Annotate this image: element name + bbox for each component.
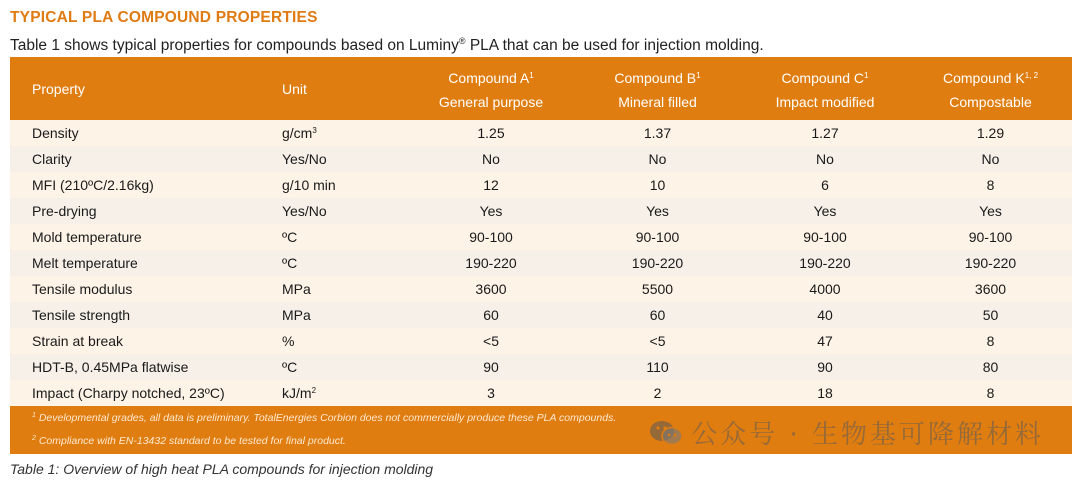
cell-property: MFI (210ºC/2.16kg) [32, 177, 154, 193]
cell-value: No [981, 151, 1000, 167]
cell-property: Density [32, 125, 79, 141]
cell-value: 80 [982, 359, 999, 375]
table-row [10, 250, 1072, 276]
cell-value: 90 [483, 359, 499, 375]
header-compound-k: Compound K$^{1, 2}$ Compostable [942, 69, 1039, 110]
cell-value: 90 [817, 359, 833, 375]
cell-value: <5 [649, 333, 666, 349]
cell-value: 190-220 [964, 255, 1017, 271]
cell-unit: ºC [282, 229, 298, 245]
cell-value: 1.29 [976, 125, 1005, 141]
table-row [10, 328, 1072, 354]
cell-value: 12 [483, 177, 499, 193]
cell-value: 5500 [641, 281, 674, 297]
table-row [10, 380, 1072, 406]
cell-unit: % [282, 333, 295, 349]
watermark-text: 公众号 · 生物基可降解材料 [691, 420, 1044, 450]
cell-value: No [482, 151, 500, 167]
cell-unit: Yes/No [282, 151, 327, 167]
cell-value: 3 [487, 385, 495, 401]
cell-value: 50 [982, 307, 999, 323]
cell-value: 190-220 [465, 255, 517, 271]
cell-value: 4000 [809, 281, 841, 297]
cell-unit: ºC [282, 359, 298, 375]
table-row [10, 198, 1072, 224]
cell-value: 1.25 [477, 125, 505, 141]
properties-table [10, 57, 1072, 454]
cell-unit: g/10 min [282, 177, 336, 193]
cell-property: Strain at break [32, 333, 124, 349]
cell-value: 90-100 [635, 229, 680, 245]
cell-property: Tensile strength [32, 307, 131, 323]
header-compound-b: Compound $B^1$ Mineral filled [614, 69, 701, 110]
cell-property: Impact (Charpy notched, 23ºC) [32, 385, 225, 401]
footnote-1: $^1$ Developmental grades, all data is preliminary. TotalEnergies Corbion does not commercially produce these PLA compounds. [32, 412, 617, 424]
cell-value: 110 [646, 359, 669, 375]
watermark [649, 414, 1044, 451]
cell-value: Yes [479, 203, 503, 219]
cell-value: 2 [653, 385, 662, 401]
cell-property: Pre-drying [32, 203, 97, 219]
cell-property: HDT-B, 0.45MPa flatwise [32, 359, 189, 375]
cell-value: <5 [483, 333, 499, 349]
section-title: TYPICAL PLA COMPOUND PROPERTIES [10, 9, 318, 26]
cell-value: 10 [649, 177, 666, 193]
cell-property: Clarity [32, 151, 72, 167]
table-row [10, 146, 1072, 172]
cell-value: 6 [821, 177, 829, 193]
cell-value: 18 [817, 385, 833, 401]
cell-value: 1.27 [811, 125, 839, 141]
cell-unit: MPa [282, 281, 311, 297]
cell-value: 90-100 [469, 229, 513, 245]
cell-value: 190-220 [799, 255, 851, 271]
cell-value: 90-100 [968, 229, 1013, 245]
intro-text: Table 1 shows typical properties for compounds based on Luminy® PLA that can be used for injection molding. [10, 36, 764, 54]
header-unit: Unit [282, 80, 307, 97]
table-caption: Table 1: Overview of high heat PLA compounds for injection molding [10, 461, 434, 477]
cell-value: 40 [817, 307, 833, 323]
cell-value: 190-220 [631, 255, 684, 271]
table-row [10, 120, 1072, 146]
cell-value: 47 [817, 333, 833, 349]
table-row [10, 302, 1072, 328]
footnote-2: $^2$ Compliance with EN-13432 standard to be tested for final product. [32, 435, 346, 447]
table-row [10, 224, 1072, 250]
wechat-icon [649, 419, 683, 447]
cell-value: 8 [986, 385, 995, 401]
cell-unit: $g/cm^3$ [282, 125, 317, 141]
cell-value: Yes [979, 203, 1002, 219]
table-body [10, 120, 1072, 406]
table-header-row [10, 57, 1072, 120]
cell-value: 8 [986, 177, 995, 193]
footnotes [10, 406, 1072, 454]
cell-value: 60 [483, 307, 499, 323]
cell-value: Yes [813, 203, 837, 219]
cell-value: 90-100 [803, 229, 847, 245]
cell-value: No [648, 151, 667, 167]
cell-value: 3600 [475, 281, 507, 297]
cell-unit: $kJ/m^2$ [282, 385, 317, 401]
header-property: Property [32, 80, 85, 97]
cell-value: No [816, 151, 834, 167]
cell-property: Mold temperature [32, 229, 142, 245]
cell-property: Melt temperature [32, 255, 138, 271]
cell-unit: MPa [282, 307, 311, 323]
table-row [10, 354, 1072, 380]
table-row [10, 276, 1072, 302]
cell-property: Tensile modulus [32, 281, 133, 297]
cell-value: 60 [649, 307, 666, 323]
cell-unit: Yes/No [282, 203, 327, 219]
cell-value: 3600 [974, 281, 1007, 297]
cell-value: Yes [646, 203, 669, 219]
header-compound-c: Compound $C^1$ Impact modified [775, 69, 875, 110]
cell-value: 1.37 [643, 125, 672, 141]
table-row [10, 172, 1072, 198]
header-compound-a: Compound $A^1$ General purpose [438, 69, 544, 110]
cell-unit: ºC [282, 255, 298, 271]
cell-value: 8 [986, 333, 995, 349]
